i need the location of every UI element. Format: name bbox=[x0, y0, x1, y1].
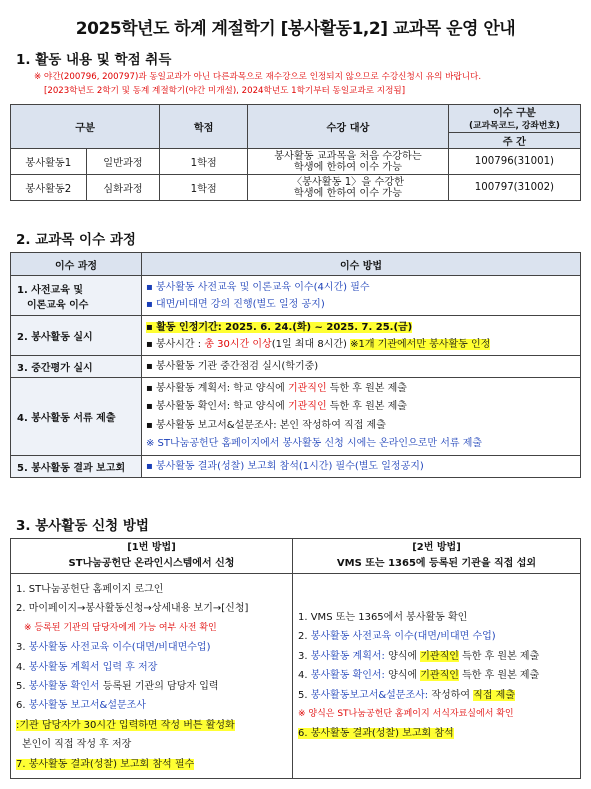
method1-label: [1번 방법] bbox=[127, 542, 176, 553]
step-item: 1. VMS 또는 1365에서 봉사활동 확인 bbox=[298, 612, 468, 623]
col-process: 이수 과정 bbox=[11, 253, 142, 276]
step-item-mid: 양식에 bbox=[384, 670, 421, 682]
col-code-day: 주 간 bbox=[448, 133, 580, 149]
process-method: ▪ 봉사활동 결과(성찰) 보고회 참석(1시간) 필수(별도 일정공지) bbox=[142, 456, 581, 478]
step-item-mid: 양식에 bbox=[384, 650, 421, 662]
step-item: 봉사활동 확인서: bbox=[310, 670, 385, 682]
page-title: 2025학년도 하계 계절학기 [봉사활동1,2] 교과목 운영 안내 bbox=[75, 19, 516, 39]
plan-seal: 기관직인 bbox=[287, 382, 327, 394]
table-row bbox=[11, 378, 581, 456]
step-num: 5. bbox=[298, 689, 311, 701]
row-credit: 1학점 bbox=[160, 175, 248, 201]
row-credit: 1학점 bbox=[160, 149, 248, 175]
submission-note: ※ ST나눔공헌단 홈페이지에서 봉사활동 신청 시에는 온라인으로만 서류 제출 bbox=[146, 438, 483, 449]
col-code-top: 이수 구분 bbox=[492, 108, 536, 119]
process-label: 4. 봉사활동 서류 제출 bbox=[11, 378, 142, 456]
report-doc: ▪ 봉사활동 보고서&설문조사: 본인 작성하여 직접 제출 bbox=[146, 419, 386, 431]
step-item: 봉사활동 사전교육 이수(대면/비대면수업) bbox=[28, 642, 211, 654]
process-label: 5. 봉사활동 결과 보고회 bbox=[11, 456, 142, 478]
table-row bbox=[11, 356, 581, 378]
row-course: 심화과정 bbox=[86, 175, 160, 201]
process-method bbox=[142, 276, 581, 316]
table-row bbox=[11, 276, 581, 316]
service-time-daily-max: (1일 최대 8시간) bbox=[271, 338, 351, 350]
row-code: 100796(31001) bbox=[448, 149, 580, 175]
row-target-line1: 〈봉사활동 1〉을 수강한 bbox=[291, 176, 404, 188]
col-code-mid: (교과목코드, 강좌번호) bbox=[468, 121, 560, 131]
process-label bbox=[11, 276, 142, 316]
col-credit: 학점 bbox=[160, 105, 248, 149]
service-time-required: 총 30시간 이상 bbox=[204, 338, 272, 350]
step-seal: 기관직인 bbox=[420, 670, 459, 682]
process-method: ▪ 봉사활동 기관 중간점검 실시(학기중) bbox=[142, 356, 581, 378]
step-item-post: 득한 후 원본 제출 bbox=[458, 650, 540, 662]
step-seal: 기관직인 bbox=[420, 650, 459, 662]
row-target bbox=[248, 175, 449, 201]
section2-heading: 2. 교과목 이수 과정 bbox=[16, 232, 136, 248]
confirm-doc: ▪ 봉사활동 확인서: 학교 양식에 bbox=[146, 401, 288, 412]
section1-heading: 1. 활동 내용 및 학점 취득 bbox=[16, 52, 172, 68]
row-name: 봉사활동1 bbox=[11, 149, 87, 175]
plan-post: 득한 후 원본 제출 bbox=[326, 382, 407, 394]
service-time-label: ▪ 봉사시간 : bbox=[146, 338, 205, 350]
step-item: 7. 봉사활동 결과(성찰) 보고회 참석 필수 bbox=[16, 758, 195, 770]
table-row bbox=[11, 149, 581, 175]
step-detail: 본인이 직접 작성 후 저장 bbox=[22, 739, 132, 751]
step-num: 3. bbox=[16, 642, 29, 654]
confirm-post: 득한 후 원본 제출 bbox=[326, 401, 407, 412]
process-label-line1: 1. 사전교육 및 bbox=[17, 284, 84, 296]
row-code: 100797(31002) bbox=[448, 175, 580, 201]
method2-steps bbox=[293, 574, 581, 779]
section1-note1: ※ 야간(200796, 200797)과 동일교과가 아닌 다른과목으로 재수강으로 인정되지 않으므로 수강신청시 유의 바랍니다. bbox=[34, 72, 482, 82]
step-note: ※ 양식은 ST나눔공헌단 홈페이지 서식자료실에서 확인 bbox=[298, 709, 514, 720]
step-num: 6. bbox=[16, 700, 29, 712]
step-num: 5. bbox=[16, 681, 29, 693]
col-division: 구분 bbox=[11, 105, 160, 149]
row-target-line2: 학생에 한하여 이수 가능 bbox=[293, 161, 402, 173]
process-method bbox=[142, 316, 581, 356]
step-item-post: 등록된 기관의 담당자 입력 bbox=[99, 681, 219, 693]
step-item: 봉사활동 사전교육 이수(대면/비대면 수업) bbox=[310, 631, 496, 643]
apply-method-table bbox=[10, 538, 581, 779]
step-num: 3. bbox=[298, 650, 311, 662]
row-course: 일반과정 bbox=[86, 149, 160, 175]
step-item: 봉사활동 보고서&설문조사 bbox=[28, 700, 146, 712]
step-item: 1. ST나눔공헌단 홈페이지 로그인 bbox=[16, 584, 164, 595]
process-label-line2: 이론교육 이수 bbox=[27, 299, 89, 311]
step-num: 4. bbox=[16, 661, 29, 673]
section1-note2: [2023학년도 2학기 및 동계 계절학기(야간 미개설), 2024학년도 1학기부터 동일교과로 지정됨] bbox=[44, 86, 406, 96]
table-row bbox=[11, 456, 581, 478]
method2-label: [2번 방법] bbox=[412, 542, 461, 553]
method1-header bbox=[11, 539, 293, 574]
activity-period: ▪ 활동 인정기간: 2025. 6. 24.(화) ~ 2025. 7. 25.(금) bbox=[146, 321, 413, 333]
process-label: 2. 봉사활동 실시 bbox=[11, 316, 142, 356]
process-label: 3. 중간평가 실시 bbox=[11, 356, 142, 378]
step-item: 봉사활동 확인서 bbox=[28, 681, 100, 693]
plan-doc: ▪ 봉사활동 계획서: 학교 양식에 bbox=[146, 382, 288, 394]
row-target-line2: 학생에 한하여 이수 가능 bbox=[293, 187, 402, 199]
step-direct: 직접 제출 bbox=[473, 689, 515, 701]
step-detail: :기관 담당자가 30시간 입력하면 작성 버튼 활성화 bbox=[16, 719, 235, 731]
row-target bbox=[248, 149, 449, 175]
row-name: 봉사활동2 bbox=[11, 175, 87, 201]
step-item: 6. 봉사활동 결과(성찰) 보고회 참석 bbox=[298, 728, 454, 740]
step-item: 봉사활동 계획서 입력 후 저장 bbox=[28, 661, 158, 673]
step-num: 4. bbox=[298, 670, 311, 682]
step-num: 2. bbox=[298, 631, 311, 643]
step-item: 2. 마이페이지→봉사활동신청→상세내용 보기→[신청] bbox=[16, 603, 249, 615]
col-code bbox=[448, 105, 580, 133]
section3-heading: 3. 봉사활동 신청 방법 bbox=[16, 518, 149, 534]
table-row bbox=[11, 175, 581, 201]
step-item: 봉사활동보고서&설문조사: bbox=[310, 689, 429, 701]
step-note: ※ 등록된 기관의 담당자에게 가능 여부 사전 확인 bbox=[24, 622, 217, 633]
step-item: 봉사활동 계획서: bbox=[310, 650, 385, 662]
method2-header bbox=[293, 539, 581, 574]
service-time-note: ※1개 기관에서만 봉사활동 인정 bbox=[350, 338, 491, 350]
credit-table bbox=[10, 104, 581, 201]
row-target-line1: 봉사활동 교과목을 처음 수강하는 bbox=[274, 150, 422, 162]
process-method bbox=[142, 378, 581, 456]
method2-title: VMS 또는 1365에 등록된 기관을 직접 섭외 bbox=[336, 558, 537, 569]
step-item-mid: 작성하여 bbox=[428, 689, 474, 701]
confirm-seal: 기관직인 bbox=[287, 401, 327, 412]
col-target: 수강 대상 bbox=[248, 105, 449, 149]
table-row bbox=[11, 316, 581, 356]
method-line: ▪ 봉사활동 사전교육 및 이론교육 이수(4시간) 필수 bbox=[146, 281, 370, 293]
method1-steps bbox=[11, 574, 293, 779]
process-table bbox=[10, 252, 581, 478]
col-method: 이수 방법 bbox=[142, 253, 581, 276]
step-item-post: 득한 후 원본 제출 bbox=[458, 670, 540, 682]
method-line: ▪ 대면/비대면 강의 진행(별도 일정 공지) bbox=[146, 298, 325, 310]
method1-title: ST나눔공헌단 온라인시스템에서 신청 bbox=[68, 558, 235, 569]
